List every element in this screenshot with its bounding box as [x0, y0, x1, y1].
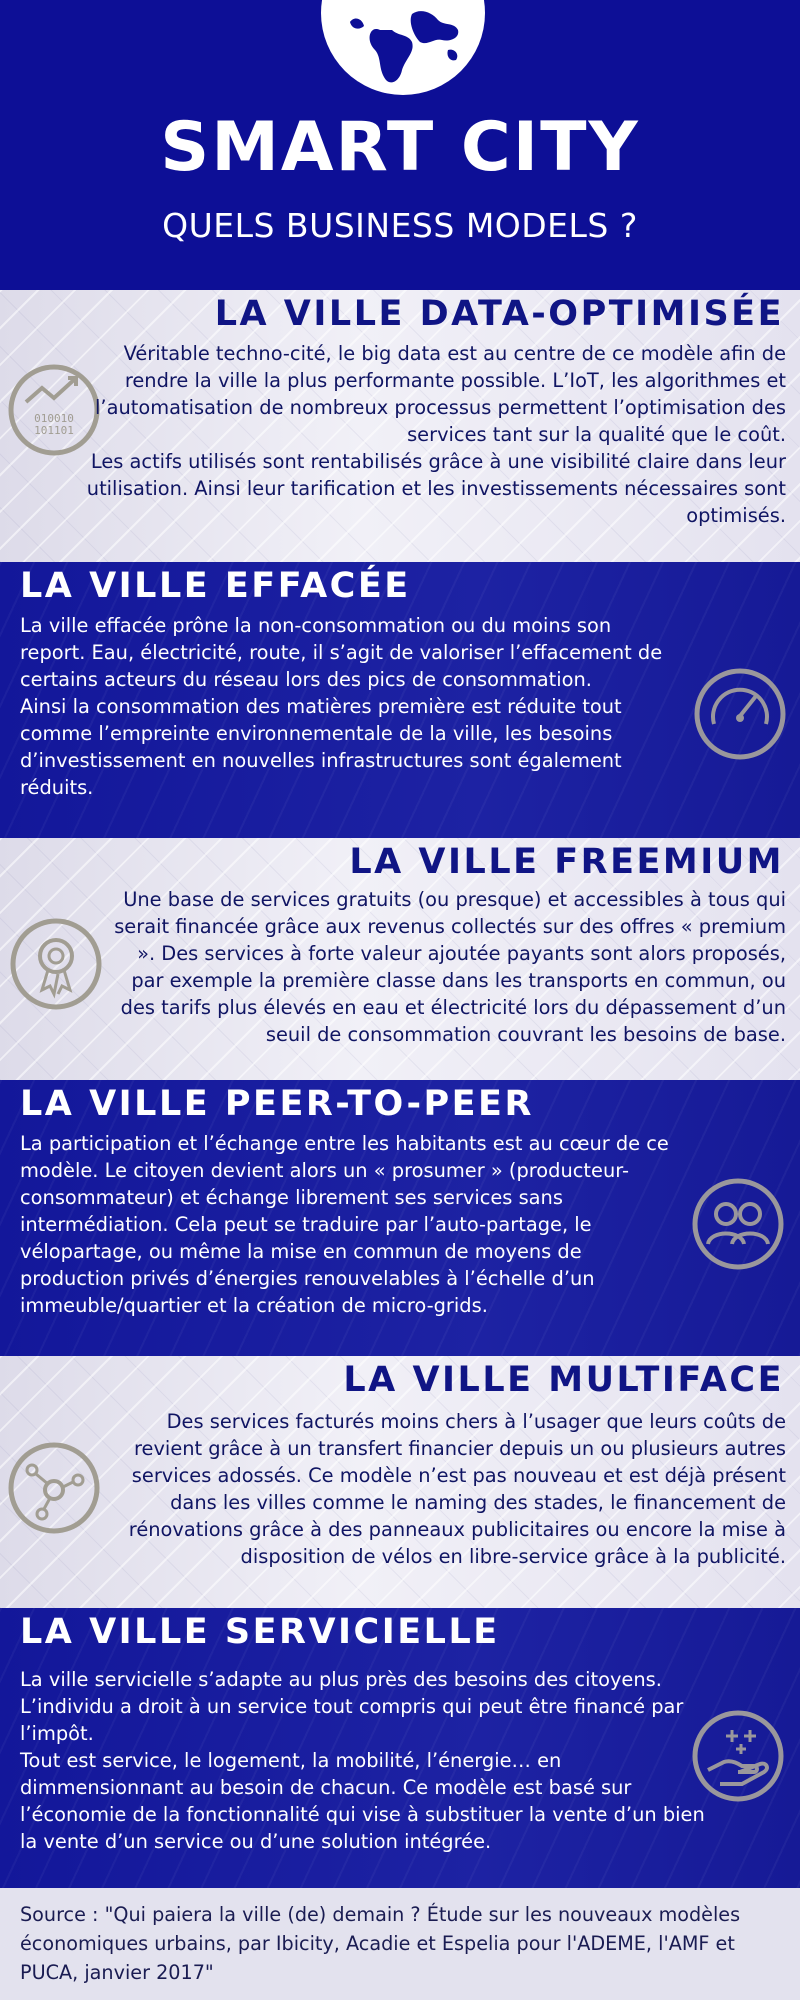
paragraph: La ville effacée prône la non-consommation ou du moins son report. Eau, électricité, route, il s’agit de valoriser l’effacement de certains acteurs du réseau lors des pics de consommation.: [20, 614, 663, 691]
section-title: LA VILLE DATA-OPTIMISÉE: [214, 294, 784, 334]
header-banner: [0, 0, 800, 290]
section-title: LA VILLE MULTIFACE: [343, 1360, 784, 1400]
section-body: [20, 1666, 720, 1855]
section-title: LA VILLE PEER-TO-PEER: [20, 1084, 534, 1124]
svg-text:010010: 010010: [34, 412, 74, 425]
section-peer-to-peer: [0, 1080, 800, 1356]
page-subtitle: QUELS BUSINESS MODELS ?: [162, 206, 638, 245]
section-body: [106, 886, 786, 1048]
network-icon: [6, 1440, 102, 1536]
section-multiface: [0, 1356, 800, 1608]
section-body: [20, 612, 670, 801]
paragraph: Les actifs utilisés sont rentabilisés grâce à une visibilité claire dans leur utilisation. Ainsi leur tarification et les investissements nécessaires sont optimisés.: [86, 450, 786, 527]
section-body: [20, 1130, 680, 1319]
section-title: LA VILLE SERVICIELLE: [20, 1612, 500, 1652]
section-body: [86, 340, 786, 529]
page-title: SMART CITY: [160, 108, 640, 187]
paragraph: La participation et l’échange entre les habitants est au cœur de ce modèle. Le citoyen devient alors un « prosumer » (producteur-consommateur) et échange librement ses services sans intermédiation. Cela peut se traduire par l’auto-partage, le vélopartage, ou même la mise en commun de moyens de production privés d’énergies renouvelables à l’échelle d’un immeuble/quartier et la création de micro-grids.: [20, 1132, 669, 1317]
section-title: LA VILLE FREEMIUM: [349, 842, 784, 882]
section-effacee: [0, 562, 800, 838]
paragraph: Une base de services gratuits (ou presque) et accessibles à tous qui serait financée grâce aux revenus collectés sur des offres « premium ». Des services à forte valeur ajoutée payants sont alors proposés, par exemple la première classe dans les transports en commun, ou des tarifs plus élevés en eau et électricité lors du dépassement d’un seuil de consommation couvrant les besoins de base.: [114, 888, 786, 1046]
globe-icon: [320, 0, 486, 96]
section-freemium: [0, 838, 800, 1080]
people-icon: [690, 1176, 786, 1272]
hand-service-icon: [690, 1708, 786, 1804]
source-text: Source : "Qui paiera la ville (de) demain ? Étude sur les nouveaux modèles économiques urbains, par Ibicity, Acadie et Espelia pour l'ADEME, l'AMF et PUCA, janvier 2017": [20, 1903, 741, 1984]
svg-text:101101: 101101: [34, 424, 74, 437]
paragraph: La ville servicielle s’adapte au plus près des besoins des citoyens. L’individu a droit à un service tout compris qui peut être financé par l’impôt.: [20, 1668, 684, 1745]
paragraph: Véritable techno-cité, le big data est au centre de ce modèle afin de rendre la ville la plus performante possible. L’IoT, les algorithmes et l’automatisation de nombreux processus permettent l’optimisation des services tant sur la qualité que le coût.: [95, 342, 786, 446]
section-body: [126, 1408, 786, 1570]
section-servicielle: [0, 1608, 800, 1888]
section-title: LA VILLE EFFACÉE: [20, 566, 411, 606]
gauge-icon: [692, 666, 788, 762]
paragraph: Des services facturés moins chers à l’usager que leurs coûts de revient grâce à un transfert financier depuis un ou plusieurs autres services adossés. Ce modèle n’est pas nouveau et est déjà présent dans les villes comme le naming des stades, le financement de rénovations grâce à des panneaux publicitaires ou encore la mise à disposition de vélos en libre-service grâce à la publicité.: [128, 1410, 786, 1568]
paragraph: Ainsi la consommation des matières première est réduite tout comme l’empreinte environnementale de la ville, les besoins d’investissement en nouvelles infrastructures sont également réduits.: [20, 695, 622, 799]
section-data-optimisee: [0, 290, 800, 562]
award-icon: [8, 916, 104, 1012]
source-footer: [0, 1888, 800, 2000]
paragraph: Tout est service, le logement, la mobilité, l’énergie… en dimmensionnant au besoin de chacun. Ce modèle est basé sur l’économie de la fonctionnalité qui vise à substituer la vente d’un bien la vente d’un service ou d’une solution intégrée.: [20, 1749, 705, 1853]
